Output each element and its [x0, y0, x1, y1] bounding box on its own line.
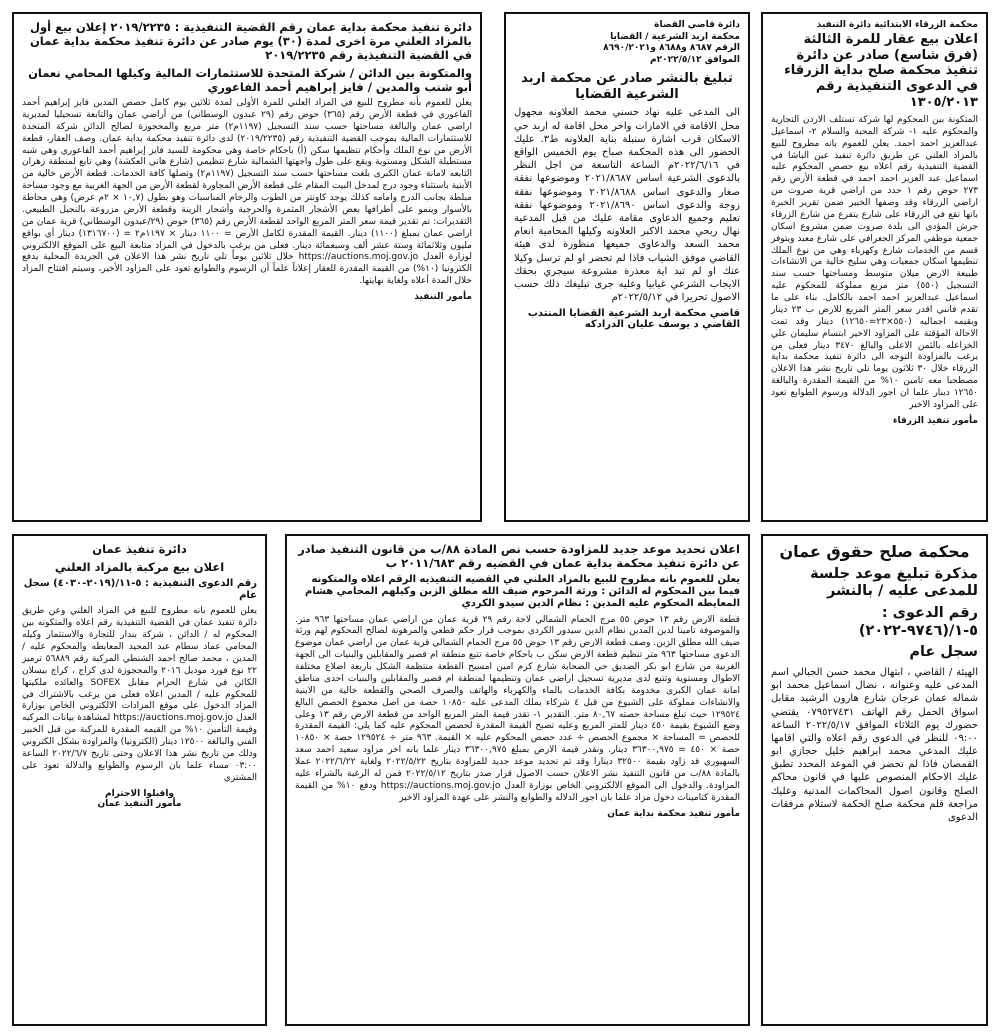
notice-case-number: رقم الدعوى التنفيذية : ٥-١١/(٢٠١٩-٤٠٣٠) سجل عام: [23, 578, 257, 602]
notice-court-name: دائرة تنفيذ عمان: [92, 542, 187, 556]
notice-court-name: محكمة صلح حقوق عمان: [779, 542, 970, 561]
irbid-sharia-summons-notice: [504, 12, 750, 522]
notice-signature: مأمور التنفيذ عمان: [97, 798, 182, 809]
notice-body: المتكونة بين المحكوم لها شركة تستلف الاردن التجارية والمحكوم عليه ١- شركة المحبة والسلام ٢- اسماعيل عبدالعزيز احمد احمد. يعلن للعموم بانه مطروح للبيع بالمزاد العلني عن طريق دائرة تنفيذ عين الباشا في القضية التنفيذية رقم اعلاه بيع حصص المحكوم عليه اسماعيل عبد العزيز احمد احمد في قطعة الأرض رقم ٢٧٣ حوض رقم ١ حدد من اراضي قرية صروت من اراضي الزرقاء وقد وصفها الخبير ضمن تقرير الخبرة بانها تقع في الزرقاء على شارع يتفرع من شارع الزرقاء جرش المؤدي الى بلدة صروت ضمن مشروع اسكان جمعية موظفي المركز الجغرافي على شارع معبد ويتوفر قسم من الخدمات شارع وكهرباء وهي من نوع الملك تنظيمها اسكان جمعيات وهي سليخ خالية من الانشاءات طبيعة الارض ميلان متوسط ومساحتها حسب سند التسجيل (٥٥٠) متر مربع مملوكة للمحكوم عليه اسماعيل عبدالعزيز احمد احمد بالكامل. بناء على ما تقدم فانني اقدر سعر المتر المربع للارض ب ٢٣ دينار وبقيمه اجماليه (٥٥٠×٢٣=١٢٦٥٠) دينار وقد تمت الاحالة المؤقتة على المزاود الاخير ابتسام سليمان علي الخزاعله بالثمن الاعلى والبالغ ٣٤٧٠ دينار فعلى من يرغب بالمزاودة التوجه الى دائرة تنفيذ محكمة بداية الزرقاء خلال ٣٠ ثلاثون يوما تلي تاريخ نشر هذا الاعلان مصطحبا معه تامين ١٠% من القيمة المقدرة والبالغة ١٢٦٥٠ دينار علما ان اجور الدلالة ورسوم الطوابع تعود على المزاود الاخير: [771, 114, 979, 410]
notice-signature: مأمور التنفيذ: [414, 292, 472, 303]
notice-closing: واقبلوا الاحترام: [104, 788, 174, 799]
notice-title: اعلان تحديد موعد جديد للمزاودة حسب نص المادة ٨٨/ب من قانون التنفيذ صادر عن دائرة تنفيذ محكمة بداية عمان في القضيه رقم ٢٠١١/٦٨٣ ب: [298, 542, 740, 571]
notice-court-name: محكمة الزرقاء الابتدائية دائرة التنفيذ: [816, 20, 978, 30]
notice-title: تبليغ بالنشر صادر عن محكمة اربد الشرعية القضايا: [521, 70, 733, 102]
notice-signature: مأمور تنفيذ محكمة بداية عمان: [607, 808, 740, 819]
amman-land-auction-notice: [12, 12, 482, 522]
notice-title: اعلان بيع مركبة بالمزاد العلني: [54, 560, 225, 575]
new-auction-date-notice: [285, 534, 750, 1026]
zarqa-property-sale-notice: [761, 12, 988, 522]
amman-magistrate-summons-notice: [761, 534, 988, 1026]
notice-date: الموافق ٢٠٢٢/٥/١٢م: [649, 55, 740, 66]
notice-parties: والمتكونة بين الدائن / شركة المتحدة للاستثمارات المالية وكيلها المحامي نعمان أبو شنب والمدين / فايز إبراهيم أحمد الفاعوري: [28, 66, 472, 95]
notice-signature: مأمور تنفيذ الزرقاء: [892, 415, 978, 426]
notice-body: يعلن للعموم بأنه مطروح للبيع في المزاد العلني للمرة الأولى لمدة ثلاثين يوم كامل حصص المدين فايز إبراهيم أحمد الفاعوري في قطعة الأرض رقم (٣٦٥) حوض رقم (٢٩ عبدون الوسطاني) من أراضي عمان والتابعة تسجيليا لمديرية اراضي عمان والبالغة مساحتها حسب سند التسجيل (١١٩٧م٢) متر مربع والمحجوزة لصالح الدائن شركة المتحدة للاستثمارات المالية بموجب القضية التنفيذية رقم (٢٠١٩/٢٢٣٥) لدى دائرة تنفيذ محكمة بداية عمان. وصف العقار، قطعة الأرض من نوع الملك وأحكام تنظيمها سكن (أ) باحكام خاصة وهي محكومة للسيد فايز إبراهيم أحمد الفاعوري وهي شبه مستطيلة الشكل ومستوية ويقع على طول واجهتها الشمالية شارع تنظيمي (شارع هاني العكشة) وهي تابع لمنطقة زهران التابعه لامانة عمان الكبرى بلغت مساحتها حسب سند التسجيل (١١٩٧م٢) وتصلها كافة الخدمات. قطعة الأرض خالية من الأبنية باستثناء وجود درج لمدخل البيت المقام على قطعة الأرض المجاورة لقطعة الأرض من الجهة الغربية مع وجود مساحة مبلطة بجانب الدرج وامامه كذلك يوجد كاونتر من الطوب والرخام المناسبات وهو بطول (١٠,٧ × ٢م عرض) وهي محاطة بالأسوار وينمو على أطرافها بعض الأشجار المثمرة والحرجية وأشجار الزينة وقطعة الأرض مزروعة بالنجيل الطبيعي. التقديرات: تم تقدير قيمة سعر المتر المربع الواحد لقطعة الأرض رقم (٣٦٥) حوض (٢٩/عبدون الوسطاني) قرية عمان من اراضي عمان بمبلغ (١١٠٠) دينار. القيمة المقدرة لكامل الأرض = ١١٠٠ دينار × ١١٩٧م٢ = (١٣١٦٧٠٠) دينار أي بواقع مليون وثلاثمائة وستة عشر ألف وسبعمائة دينار. فعلى من يرغب بالدخول في المزاد متابعة البيع على الموقع الالكتروني لوزارة العدل https://auctions.moj.gov.jo خلال ثلاثين يوماً تلي تاريخ نشر هذا الاعلان في الجريدة المحلية يدفع الكترونيا (١٠%) من القيمة المقدرة للعقار إعلاناً علماً أن الرسوم والطوابع تعود على المزاود الأخير، وسيتم افتتاح المزاد خلال المدة أعلاه ولغاية نهايتها.: [22, 98, 473, 287]
notice-body: الهيئة / القاضي ، ابتهال محمد حسن الجبالي اسم المدعى عليه وعنوانه ، نضال اسماعيل محمد ابو شماله عمان عرجان شارع هارون الرشيد مقابل اسواق الحمل رقم الهاتف ٠٧٩٥٢٧٤٣١ يقتضي حضورك يوم الثلاثاء الموافق ٢٠٢٢/٥/١٧ الساعة ٠٩:٠٠ للنظر في الدعوى رقم اعلاه والتي اقامها عليك المدعي محمد ابراهيم خليل حجازي ابو القمصان فاذا لم تحضر في الموعد المحدد تطبق عليك الاحكام المنصوص عليها في قانون محاكم الصلح وقانون اصول المحاكمات المدنية وعليك مراجعة قلم محكمة صلح الحكمة لاستلام مرفقات الدعوى: [771, 666, 979, 824]
notice-title: دائرة تنفيذ محكمة بداية عمان رقم القضية التنفيذية : ٢٠١٩/٢٢٣٥ إعلان بيع أول بالمزاد العلني مرة اخرى لمدة (٣٠) يوم صادر عن دائرة تنفيذ محكمة بداية عمان في القضية التنفيذية رقم ٢٠١٩/٢٢٣٥: [29, 20, 472, 63]
notice-header-line: دائرة قاضي القضاة: [654, 20, 740, 30]
notice-body: الى المدعى عليه نهاد حسني محمد العلاونه مجهول محل الاقامة في الامارات واخر محل اقامة له اربد حي الاسكان قرب اشارة سنبلة بناية العلاونه ط٣. عليك الحضور الى هذه المحكمة صباح يوم الخميس الواقع في ٢٠٢٢/٦/١٦م الساعة التاسعة من اجل النظر بالدعوى الشرعية اساس ٢٠٢١/٨٦٨٧ وموضوعها نفقة صغار والدعوى اساس ٢٠٢١/٨٦٨٨ وموضوعها نفقة زوجة والدعوى اساس ٢٠٢١/٨٦٩٠ وموضوعها نفقة تعليم وجميع الدعاوى مقامة عليك من قبل المدعية نهال ربحي محمد الاكبر العلاونه وكيلها المحامية انعام محمد السعد والدعاوى جميعها منظورة لدى هيئة القاضي موفق الشياب فاذا لم تحضر او لم ترسل وكيلا عنك او لم تبد اية معذرة مشروعة سيجري بحقك الايجاب الشرعي غيابيا وعليه جرى تبليغك ذلك حسب الاصول تحريرا في ٢٠٢٢/٥/١٢م: [514, 107, 741, 304]
notice-header-line: محكمة اربد الشرعية / القضايا: [610, 31, 740, 42]
vehicle-auction-notice: [12, 534, 267, 1026]
notice-signature-title: قاضي محكمة اربد الشرعية القضايا المنتدب: [527, 308, 740, 320]
notice-title: اعلان بيع عقار للمرة الثالثة (فرق شاسع) صادر عن دائرة تنفيذ محكمة صلح بداية الزرقاء في الدعوى التنفيذية رقم ١٣٠٥/٢٠١٣: [784, 31, 978, 111]
notice-body: يعلن للعموم بانه مطروح للبيع في المزاد العلني وعن طريق دائرة تنفيذ عمان في القضية التنفيذية رقم اعلاه والمتكونه بين المحكوم له / الدائن ، شركة بندار للتجارة والاستثمار وكيله المحامي عماد سطام عبد المجيد المعايطه والمحكوم عليه / المدين ، محمد صالح احمد الشنطي المركبة رقم ٥٦٨٨٩ ترميز ٢٢ نوع فورد موديل ٢٠١٦ والمحجوزة لدى كراج ، كراج بيسلان الكائن في شارع الحزام مقابل SOFEX والعائده ملكيتها للمحكوم عليه / المدين اعلاه فعلى من يرغب بالاشتراك في المزاد الدخول على موقع المزادات الالكتروني الخاص بوزارة العدل https://auctions.moj.gov.jo لمشاهدة بيانات المركبه وقيمة التأمين ١٠% من القيمه المقدرة للمركبة من قبل الخبير الفني والبالغة ١٢٥٠٠ دينار (الكترونيا) والمزاودة بشكل الكتروني وذلك من تاريخ نشر هذا الاعلان وحتى تاريخ ٢٠٢٢/٦/٧ الساعة ٠٣:٠٠ مساء علما بان الرسوم والطوابع والدلالة تعود على المشتري: [22, 606, 258, 783]
notice-signature-name: القاضي د يوسف عليان الدرادكه: [584, 319, 740, 331]
notice-case-number: رقم الدعوى : ٥-١/(٩٧٤٦-٢٠٢٢): [858, 604, 978, 639]
notice-body: قطعة الارض رقم ١٣ حوض ٥٥ مرج الحمام الشمالي لاحة رقم ٢٩ قرية عمان من اراضي عمان مساحتها ٩٦٣ متر. والموصوفة تامينا لدين المدين نظام الدين سيدور الكردي بموجب قرار حكم قطعي والمرهونة لصالح المحكوم لهم ورثة ضيف الله مطلق الزبن. وصف قطعة الارض رقم ١٣ حوض ٥٥ مرج الحمام الشمالي قرية عمان من اراضي عمان موضوع الدعوى مساحتها ٩٦٣ متر تنظيم قطعة الارض سكن ب باحكام خاصة تتبع منطقة ام قصير والمقابلين والبنيات الى الجهة الغربية من شارع ابو بكر الصديق حي الصحابة شارع كرم امين امسيح القطعة منتظمة الشكل باربعة اضلاع مختلفة الاطوال ومستوية وتتبع لدى مديرية تسجيل اراضي عمان وتنظيمها لمنطقة ام قصير والمقابلين والبنيات احدى مناطق امانة عمان الكبرى مخدومة بكافة الخدمات بالماء والكهرباء والهاتف والصرف الصحي والقطعة خالية من الابنية والانشاءات مملوكة على الشيوع من قبل ٤ شركاء يملك المدعى عليه ١٠٨٥٠ حصة من اصل مجموع الحصص البالغ ١٢٩٥٢٤ حيث تبلغ مساحة حصته ٨٠,٦٧ متر. التقدير ١- تقدر قيمة المتر المربع الواحد من قطعة الارض رقم ١٣ وعلى وضع الشيوع بقيمة ٤٥٠ دينار للمتر المربع وعليه تصبح القيمة المقدرة لحصص المحكوم عليه كما يلي: القيمة المقدرة للحصص = المساحة × مجموع الحصص ÷ عدد حصص المحكوم عليه × القيمة. ٩٦٣ متر ÷ ١٢٩٥٢٤ حصة × ١٠٨٥٠ حصة × ٤٥٠ = ٣٦٣٠٠,٩٧٥ دينار. ونقدر قيمة الارض بمبلغ ٣٦٣٠٠,٩٧٥ دينار علما بانه اخر مزاود سعيد احمد سعد السهيوري قد زاود بقيمة ٣٢٥٠٠ دينارا وقد تم تحديد موعد جديد للمزاودة بتاريخ ٢٠٢٢/٥/٢٢ ولغاية ٢٠٢٢/٦/٢٢ عملا بالمادة ٨٨/ب من قانون التنفيذ نشر الاعلان حسب الاصول قرار صدر بتاريخ ٢٠٢٢/٥/١٢ فمن له الرغبة بالشراء عليه المزاودة. والدخول الى الموقع الالكتروني الخاص بوزارة العدل https://auctions.moj.gov.jo ودفع ١٠% من القيمة المقدرة كتامينات دخول مزاد علما بان اجور الدلاله والطوابع والنشر على عهدة المزاود الاخير: [295, 614, 741, 803]
notice-reference-number: الرقم ٨٦٨٧ و٨٦٨٨ و٨٦٩٠/٢٠٢١: [603, 43, 740, 54]
notice-title: مذكرة تبليغ موعد جلسة للمدعى عليه / بالنشر: [810, 565, 978, 600]
notice-register: سجل عام: [909, 644, 978, 661]
notice-parties: يعلن للعموم بانه مطروح للبيع بالمزاد العلني في القضيه التنفيذيه الرقم اعلاه والمتكونه فيما بين المحكوم له الدائن : ورثة المرحوم ضيف الله مطلق الزبن وكيلهم المحامي هشام المعايطه المحكوم عليه المدين : نظام الدين سيدو الكردي: [305, 574, 740, 610]
